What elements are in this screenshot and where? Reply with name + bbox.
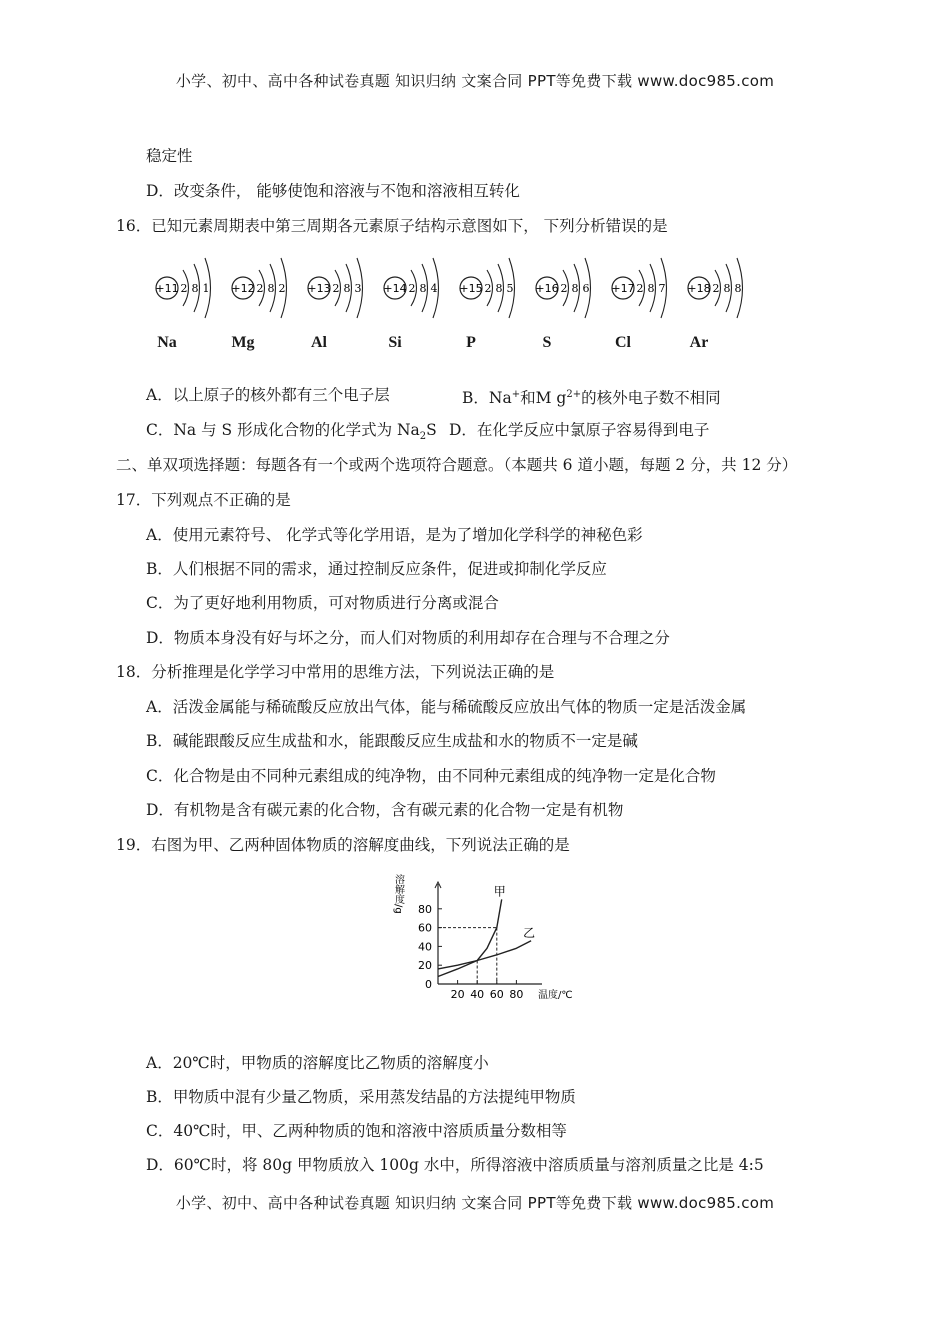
nucleus-charge: +12 xyxy=(231,282,255,295)
nucleus-charge: +14 xyxy=(383,282,407,295)
x-tick-label: 80 xyxy=(509,988,524,1001)
x-tick-label: 20 xyxy=(450,988,465,1001)
nucleus-charge: +17 xyxy=(611,282,635,295)
y-axis-label: 溶解度/g xyxy=(392,874,404,914)
q19-option-a: A．20℃时，甲物质的溶解度比乙物质的溶解度小 xyxy=(146,1054,489,1072)
atom-diagram-na xyxy=(152,252,232,332)
nucleus-charge: +11 xyxy=(155,282,179,295)
q19-stem: 19．右图为甲、乙两种固体物质的溶解度曲线，下列说法正确的是 xyxy=(116,836,570,854)
shell-electron-count: 2 xyxy=(408,282,416,295)
y-tick-label: 60 xyxy=(418,921,432,935)
y-tick-label: 40 xyxy=(418,940,432,954)
q17-stem: 17．下列观点不正确的是 xyxy=(116,491,291,509)
series-label: 甲 xyxy=(493,884,506,899)
q16-option-d: D．在化学反应中氯原子容易得到电子 xyxy=(449,421,710,439)
q18-option-b: B．碱能跟酸反应生成盐和水，能跟酸反应生成盐和水的物质不一定是碱 xyxy=(146,732,638,750)
shell-electron-count: 2 xyxy=(712,282,720,295)
atom-diagram-s xyxy=(532,252,612,332)
q17-option-c: C．为了更好地利用物质，可对物质进行分离或混合 xyxy=(146,594,499,612)
series-line-乙 xyxy=(438,941,531,969)
dashed-guide-lines xyxy=(438,928,497,984)
shell-electron-count: 8 xyxy=(723,282,731,295)
element-symbol-s: S xyxy=(542,334,552,351)
element-symbol-ar: Ar xyxy=(689,334,709,351)
element-symbol-cl: Cl xyxy=(615,334,631,351)
shell-electron-count: 8 xyxy=(495,282,503,295)
page-footer: 小学、初中、高中各种试卷真题 知识归纳 文案合同 PPT等免费下载 www.doc985.com xyxy=(175,1194,775,1212)
shell-electron-count: 2 xyxy=(332,282,340,295)
element-symbol-mg: Mg xyxy=(231,334,255,351)
q16-option-a: A．以上原子的核外都有三个电子层 xyxy=(146,386,390,404)
shell-electron-count: 8 xyxy=(734,282,742,295)
q18-option-a: A．活泼金属能与稀硫酸反应放出气体，能与稀硫酸反应放出气体的物质一定是活泼金属 xyxy=(146,698,747,716)
q19-option-d: D．60℃时，将 80g 甲物质放入 100g 水中，所得溶液中溶质质量与溶剂质量之比是 4:5 xyxy=(146,1156,764,1174)
element-symbol-al: Al xyxy=(311,334,327,351)
shell-electron-count: 8 xyxy=(343,282,351,295)
q18-option-d: D．有机物是含有碳元素的化合物，含有碳元素的化合物一定是有机物 xyxy=(146,801,624,819)
solubility-chart xyxy=(380,868,580,1008)
x-tick-label: 40 xyxy=(470,988,485,1001)
shell-electron-count: 4 xyxy=(430,282,438,295)
shell-electron-count: 2 xyxy=(636,282,644,295)
shell-electron-count: 2 xyxy=(180,282,188,295)
atom-diagram-cl xyxy=(608,252,688,332)
section-2-heading: 二、单双项选择题：每题各有一个或两个选项符合题意。（本题共 6 道小题，每题 2 分，共 12 分） xyxy=(116,456,798,474)
atom-diagram-p xyxy=(456,252,536,332)
shell-electron-count: 1 xyxy=(202,282,210,295)
nucleus-charge: +16 xyxy=(535,282,559,295)
element-symbol-na: Na xyxy=(157,334,177,351)
x-axis-label: 温度/℃ xyxy=(538,990,573,1001)
q18-option-c: C．化合物是由不同种元素组成的纯净物，由不同种元素组成的纯净物一定是化合物 xyxy=(146,767,716,785)
shell-electron-count: 8 xyxy=(267,282,275,295)
y-tick-label: 20 xyxy=(418,959,432,973)
shell-electron-count: 3 xyxy=(354,282,362,295)
atom-diagram-si xyxy=(380,252,460,332)
q19-option-c: C．40℃时，甲、乙两种物质的饱和溶液中溶质质量分数相等 xyxy=(146,1122,567,1140)
shell-electron-count: 8 xyxy=(191,282,199,295)
y-tick-label: 80 xyxy=(418,902,432,916)
shell-electron-count: 2 xyxy=(278,282,286,295)
q19-option-b: B．甲物质中混有少量乙物质，采用蒸发结晶的方法提纯甲物质 xyxy=(146,1088,576,1106)
shell-electron-count: 6 xyxy=(582,282,590,295)
nucleus-charge: +15 xyxy=(459,282,483,295)
nucleus-charge: +13 xyxy=(307,282,331,295)
q17-option-d: D．物质本身没有好与坏之分，而人们对物质的利用却存在合理与不合理之分 xyxy=(146,629,670,647)
element-symbol-si: Si xyxy=(388,334,402,351)
series-line-甲 xyxy=(438,899,502,976)
shell-electron-count: 8 xyxy=(647,282,655,295)
shell-electron-count: 2 xyxy=(484,282,492,295)
atom-diagram-mg xyxy=(228,252,308,332)
q16-stem: 16．已知元素周期表中第三周期各元素原子结构示意图如下， 下列分析错误的是 xyxy=(116,217,668,235)
q17-option-b: B．人们根据不同的需求，通过控制反应条件，促进或抑制化学反应 xyxy=(146,560,607,578)
shell-electron-count: 8 xyxy=(419,282,427,295)
q17-option-a: A．使用元素符号、 化学式等化学用语，是为了增加化学科学的神秘色彩 xyxy=(146,526,643,544)
x-tick-label: 60 xyxy=(489,988,504,1001)
prev-question-continuation: 稳定性 xyxy=(146,147,193,165)
shell-electron-count: 2 xyxy=(560,282,568,295)
q16-option-c: C．Na 与 S 形成化合物的化学式为 $Na_2S$ xyxy=(146,421,437,443)
y-tick-label: 0 xyxy=(425,978,432,991)
element-symbol-p: P xyxy=(466,334,476,351)
atom-diagram-al xyxy=(304,252,384,332)
shell-electron-count: 2 xyxy=(256,282,264,295)
page-header: 小学、初中、高中各种试卷真题 知识归纳 文案合同 PPT等免费下载 www.doc985.com xyxy=(175,72,775,90)
shell-electron-count: 7 xyxy=(658,282,666,295)
atom-diagram-ar xyxy=(684,252,764,332)
shell-electron-count: 5 xyxy=(506,282,514,295)
series-label: 乙 xyxy=(523,925,536,940)
prev-option-d: D．改变条件， 能够使饱和溶液与不饱和溶液相互转化 xyxy=(146,182,520,200)
q16-option-b: B．Na+和M $g^{2+}$的核外电子数不相同 xyxy=(462,389,721,408)
q18-stem: 18．分析推理是化学学习中常用的思维方法，下列说法正确的是 xyxy=(116,663,555,681)
shell-electron-count: 8 xyxy=(571,282,579,295)
nucleus-charge: +18 xyxy=(687,282,711,295)
